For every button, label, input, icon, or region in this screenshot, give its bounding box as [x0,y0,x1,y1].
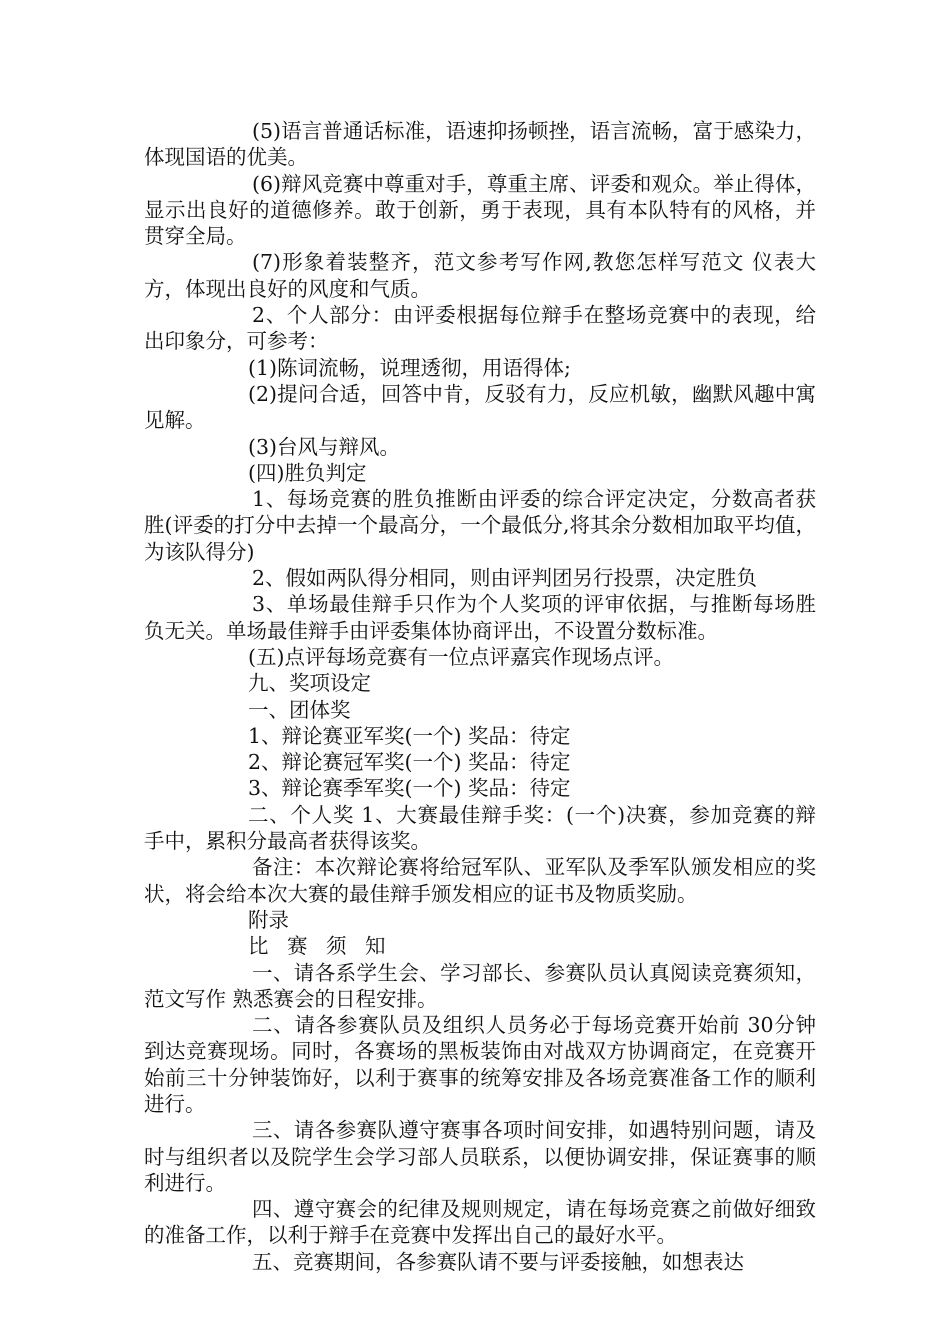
paragraph-judgement-3: 3、单场最佳辩手只作为个人奖项的评审依据，与推断每场胜负无关。单场最佳辩手由评委集体协商评出，不设置分数标准。 [144,592,816,643]
paragraph-criterion-5: (5)语言普通话标准，语速抑扬顿挫，语言流畅，富于感染力，体现国语的优美。 [144,119,816,170]
award-item-champion: 2、辩论赛冠军奖(一个) 奖品：待定 [248,750,571,775]
paragraph-individual-1: (1)陈词流畅，说理透彻，用语得体; [248,355,571,380]
document-page [144,118,816,1275]
paragraph-individual-2: (2)提问合适，回答中肯，反驳有力，反应机敏，幽默风趣中寓见解。 [144,381,816,433]
section-title-contest-rules: 比 赛 须 知 [248,934,392,959]
rule-paragraph-1: 一、请各系学生会、学习部长、参赛队员认真阅读竞赛须知，范文写作 熟悉赛会的日程安排。 [144,960,816,1011]
section-heading-team-awards: 一、团体奖 [248,697,351,722]
rule-paragraph-4: 四、遵守赛会的纪律及规则规定，请在每场竞赛之前做好细致的准备工作，以利于辩手在竞赛中发挥出自己的最好水平。 [144,1197,816,1248]
paragraph-judgement-1: 1、每场竞赛的胜负推断由评委的综合评定决定，分数高者获胜(评委的打分中去掉一个最高分，一个最低分,将其余分数相加取平均值，为该队得分) [144,487,816,564]
paragraph-individual-3: (3)台风与辩风。 [248,434,401,459]
award-item-third: 3、辩论赛季军奖(一个) 奖品：待定 [248,776,571,801]
section-heading-appendix: 附录 [248,907,289,932]
paragraph-remarks: 备注：本次辩论赛将给冠军队、亚军队及季军队颁发相应的奖状，将会给本次大赛的最佳辩手颁发相应的证书及物质奖励。 [144,855,816,906]
rule-paragraph-3: 三、请各参赛队遵守赛事各项时间安排，如遇特别问题，请及时与组织者以及院学生会学习部人员联系，以便协调安排，保证赛事的顺利进行。 [144,1118,816,1195]
paragraph-criterion-7: (7)形象着装整齐，范文参考写作网,教您怎样写范文 仪表大方，体现出良好的风度和气质。 [144,250,816,301]
rule-paragraph-5: 五、竞赛期间，各参赛队请不要与评委接触，如想表达 [252,1249,744,1274]
award-item-runner-up: 1、辩论赛亚军奖(一个) 奖品：待定 [248,723,571,748]
section-heading-awards: 九、奖项设定 [248,671,371,696]
paragraph-judgement-2: 2、假如两队得分相同，则由评判团另行投票，决定胜负 [252,566,758,591]
paragraph-individual-scoring: 2、个人部分：由评委根据每位辩手在整场竞赛中的表现，给出印象分，可参考： [144,303,816,354]
paragraph-criterion-6: (6)辩风竞赛中尊重对手，尊重主席、评委和观众。举止得体，显示出良好的道德修养。敢于创新，勇于表现，具有本队特有的风格，并贯穿全局。 [144,171,816,249]
paragraph-commentary: (五)点评每场竞赛有一位点评嘉宾作现场点评。 [248,644,674,669]
rule-paragraph-2: 二、请各参赛队员及组织人员务必于每场竞赛开始前 30分钟到达竞赛现场。同时，各赛场的黑板装饰由对战双方协调商定，在竞赛开始前三十分钟装饰好，以利于赛事的统筹安排及各场竞赛准备工作的顺利进行。 [144,1013,816,1116]
paragraph-individual-award: 二、个人奖 1、大赛最佳辩手奖：(一个)决赛，参加竞赛的辩手中，累积分最高者获得该奖。 [144,802,816,854]
section-heading-judgement: (四)胜负判定 [248,460,367,485]
